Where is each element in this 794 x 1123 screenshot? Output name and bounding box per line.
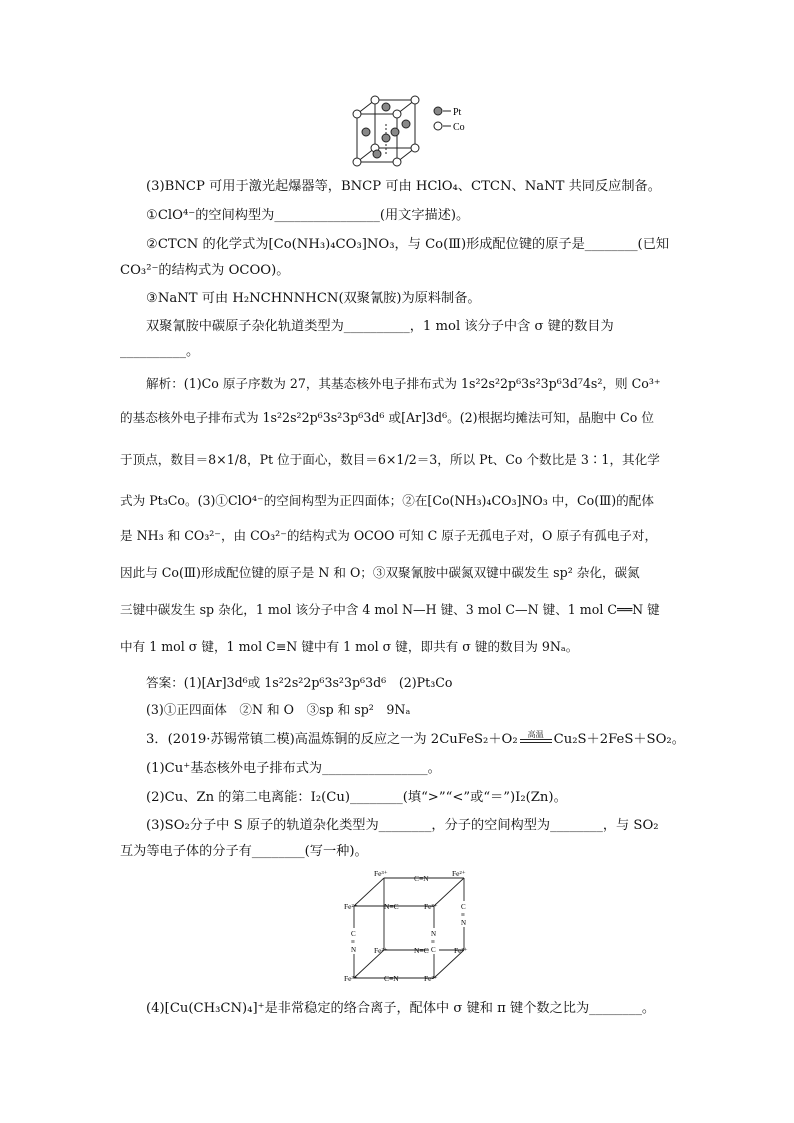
lattice-cn-top-back: C≡N	[414, 874, 429, 883]
solution-line-4: 式为 Pt₃Co。(3)①ClO⁴⁻的空间构型为正四面体；②在[Co(NH₃)₄CO₃]NO₃ 中，Co(Ⅲ)的配体	[120, 493, 654, 508]
prussian-blue-figure	[340, 866, 500, 990]
q3-part3-b-line2: CO₃²⁻的结构式为 OCOO)。	[120, 263, 290, 278]
answer-line-1: 答案：(1)[Ar]3d⁶或 1s²2s²2p⁶3s²3p⁶3d⁶ (2)Pt₃Co	[146, 675, 453, 690]
question-3-part1: (1)Cu⁺基态核外电子排布式为________________。	[146, 761, 441, 776]
svg-text:N: N	[431, 930, 437, 938]
svg-text:C: C	[461, 903, 466, 911]
lattice-fe2-bottom-front-right: Fe²⁺	[424, 974, 438, 983]
question-3-part3-line2: 互为等电子体的分子有________(写一种)。	[120, 844, 368, 859]
solution-line-2: 的基态核外电子排布式为 1s²2s²2p⁶3s²3p⁶3d⁶ 或[Ar]3d⁶。(2)根据均摊法可知，晶胞中 Co 位	[120, 410, 654, 425]
solution-line-6: 因此与 Co(Ⅲ)形成配位键的原子是 N 和 O；③双聚氰胺中碳氮双键中碳发生 sp² 杂化，碳氮	[120, 565, 640, 580]
legend-co: Co	[453, 122, 465, 133]
lattice-fe3-top-front-right: Fe³⁺	[424, 902, 438, 911]
lattice-fe3-bottom-back-right: Fe³⁺	[454, 946, 468, 955]
reaction-condition	[518, 730, 554, 749]
reaction-condition-label: 高温	[527, 730, 544, 739]
legend-pt: Pt	[453, 107, 462, 118]
question-3-part3-line1: (3)SO₂分子中 S 原子的轨道杂化类型为________，分子的空间构型为________，与 SO₂	[146, 818, 659, 833]
question-3-part4: (4)[Cu(CH₃CN)₄]⁺是非常稳定的络合离子，配体中 σ 键和 π 键个数之比为________。	[146, 1001, 656, 1016]
equals-line	[520, 739, 552, 743]
question-3-title	[146, 731, 685, 749]
svg-text:≡: ≡	[461, 911, 465, 919]
svg-text:C: C	[351, 930, 356, 938]
q3-part3-b-line1: ②CTCN 的化学式为[Co(NH₃)₄CO₃]NO₃，与 Co(Ⅲ)形成配位键的原子是________(已知	[146, 237, 670, 252]
q3-part3-c: ③NaNT 可由 H₂NCHNNHCN(双聚氰胺)为原料制备。	[146, 291, 481, 306]
lattice-fe2-top-front-left: Fe²⁺	[344, 902, 358, 911]
q3-part3-a: ①ClO⁴⁻的空间构型为________________(用文字描述)。	[146, 208, 470, 223]
svg-text:C: C	[431, 946, 436, 954]
question-3-part2: (2)Cu、Zn 的第二电离能：I₂(Cu)________(填“>”“<”或“＝”)I₂(Zn)。	[146, 790, 567, 805]
q3-part3-d-line2: __________。	[120, 344, 200, 359]
svg-text:≡: ≡	[351, 938, 355, 946]
lattice-fe2-bottom-back-left: Fe²⁺	[374, 946, 388, 955]
lattice-nc-bottom-back: N≡C	[414, 946, 429, 955]
solution-line-7: 三键中碳发生 sp 杂化，1 mol 该分子中含 4 mol N—H 键、3 mol C—N 键、1 mol C══N 键	[120, 602, 660, 617]
lattice-fe3-top-back-left: Fe³⁺	[374, 869, 388, 878]
solution-line-5: 是 NH₃ 和 CO₃²⁻，由 CO₃²⁻的结构式为 OCOO 可知 C 原子无孤电子对，O 原子有孤电子对，	[120, 528, 658, 543]
lattice-fe2-top-back-right: Fe²⁺	[452, 869, 466, 878]
lattice-nc-top-front: N≡C	[384, 902, 399, 911]
solution-line-3: 于顶点，数目＝8×1/8，Pt 位于面心，数目＝6×1/2＝3，所以 Pt、Co 个数比是 3∶1，其化学	[120, 452, 660, 467]
solution-line-8: 中有 1 mol σ 键，1 mol C≡N 键中有 1 mol σ 键，即共有 σ 键的数目为 9Nₐ。	[120, 639, 579, 654]
answer-line-2: (3)①正四面体 ②N 和 O ③sp 和 sp² 9Nₐ	[146, 702, 411, 717]
q3-part3: (3)BNCP 可用于激光起爆器等，BNCP 可由 HClO₄、CTCN、NaNT 共同反应制备。	[146, 179, 661, 194]
svg-text:≡: ≡	[431, 938, 435, 946]
crystal-cell-figure	[345, 94, 485, 174]
svg-text:N: N	[351, 946, 357, 954]
solution-line-1: 解析：(1)Co 原子序数为 27，其基态核外电子排布式为 1s²2s²2p⁶3s²3p⁶3d⁷4s²，则 Co³⁺	[146, 376, 661, 391]
question-3-products: Cu₂S＋2FeS＋SO₂。	[553, 732, 685, 747]
svg-text:N: N	[461, 919, 467, 927]
q3-part3-d-line1: 双聚氰胺中碳原子杂化轨道类型为__________，1 mol 该分子中含 σ 键的数目为	[146, 319, 614, 334]
question-3-reactants: 3．(2019·苏锡常镇二模)高温炼铜的反应之一为 2CuFeS₂＋O₂	[146, 732, 518, 747]
lattice-fe3-bottom-front-left: Fe³⁺	[344, 974, 358, 983]
lattice-cn-bottom-front: C≡N	[384, 974, 399, 983]
